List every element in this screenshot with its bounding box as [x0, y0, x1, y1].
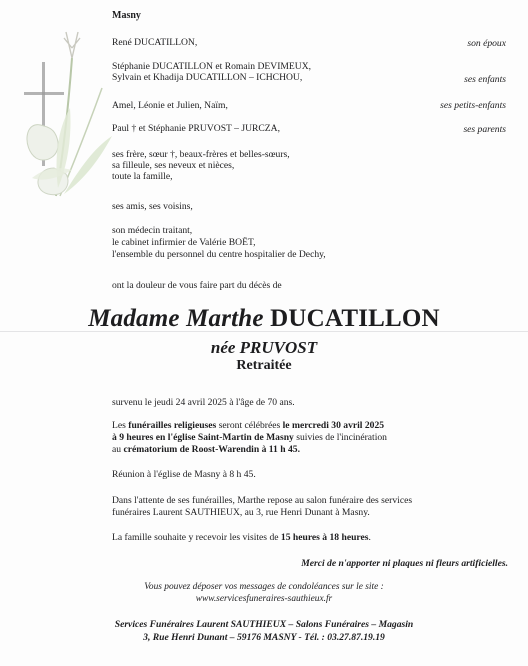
family-relation: ses parents	[463, 124, 506, 135]
lily-flower-1	[27, 125, 58, 160]
medical-line: le cabinet infirmier de Valérie BOËT,	[112, 237, 256, 248]
funeral-text: Les	[112, 420, 129, 431]
family-name: Paul † et Stéphanie PRUVOST – JURCZA,	[112, 123, 280, 134]
funeral-text: suivies de l'incinération	[293, 432, 387, 443]
salon-line: Dans l'attente de ses funérailles, Marthe repose au salon funéraire des services	[112, 495, 413, 506]
others-line: toute la famille,	[112, 171, 173, 182]
condolences-website: www.servicesfuneraires-sauthieux.fr	[195, 594, 333, 604]
footer-line: Services Funéraires Laurent SAUTHIEUX – Salons Funéraires – Magasin	[114, 619, 414, 630]
maiden-name: née PRUVOST	[210, 338, 318, 357]
funeral-church: à 9 heures en l'église Saint-Martin de Masny	[112, 432, 294, 443]
funeral-date: le mercredi 30 avril 2025	[282, 420, 385, 431]
deceased-first-name: Madame Marthe	[88, 305, 264, 332]
death-line: survenu le jeudi 24 avril 2025 à l'âge de 70 ans.	[112, 397, 295, 408]
funeral-text: seront célébrées	[216, 420, 283, 431]
condolences-line: Vous pouvez déposer vos messages de condoléances sur le site :	[144, 582, 384, 592]
funeral-line	[112, 432, 387, 443]
reunion-line: Réunion à l'église de Masny à 8 h 45.	[112, 469, 256, 480]
wheat-ear	[64, 32, 80, 58]
family-relation: ses petits-enfants	[440, 100, 506, 111]
announcement: ont la douleur de vous faire part du décès de	[112, 280, 282, 291]
family-relation: son époux	[467, 38, 506, 49]
lily-cross-emblem	[14, 18, 114, 208]
funeral-text: au	[112, 444, 124, 455]
others-line: sa filleule, ses neveux et nièces,	[112, 160, 235, 171]
medical-line: son médecin traitant,	[112, 225, 193, 236]
no-flowers-notice: Merci de n'apporter ni plaques ni fleurs artificielles.	[301, 558, 508, 569]
leaf-1	[64, 136, 112, 194]
visits-line	[112, 532, 371, 543]
funeral-line	[112, 420, 384, 431]
town-heading: Masny	[112, 10, 141, 21]
funeral-crematorium: crématorium de Roost-Warendin à 11 h 45.	[123, 444, 300, 455]
funeral-text-bold: funérailles religieuses	[128, 420, 217, 431]
others-line: ses frère, sœur †, beaux-frères et belles-sœurs,	[112, 149, 290, 160]
family-name: René DUCATILLON,	[112, 37, 198, 48]
visits-hours: 15 heures à 18 heures	[280, 532, 369, 543]
deceased-name	[0, 305, 528, 333]
cross-horizontal	[24, 92, 64, 95]
family-name: Sylvain et Khadija DUCATILLON – ICHCHOU,	[112, 72, 303, 83]
funeral-line	[112, 444, 300, 455]
status-title: Retraitée	[236, 358, 292, 373]
visits-text: .	[368, 532, 371, 543]
friends-line: ses amis, ses voisins,	[112, 201, 193, 212]
family-name: Amel, Léonie et Julien, Naïm,	[112, 100, 228, 111]
medical-line: l'ensemble du personnel du centre hospitalier de Dechy,	[112, 249, 326, 260]
deceased-last-name: DUCATILLON	[270, 305, 440, 332]
salon-line: funéraires Laurent SAUTHIEUX, au 3, rue Henri Dunant à Masny.	[112, 507, 370, 518]
family-relation: ses enfants	[464, 74, 506, 85]
visits-text: La famille souhaite y recevoir les visites de	[112, 532, 281, 543]
footer-line: 3, Rue Henri Dunant – 59176 MASNY - Tél. : 03.27.87.19.19	[143, 632, 385, 643]
family-name: Stéphanie DUCATILLON et Romain DEVIMEUX,	[112, 61, 312, 72]
